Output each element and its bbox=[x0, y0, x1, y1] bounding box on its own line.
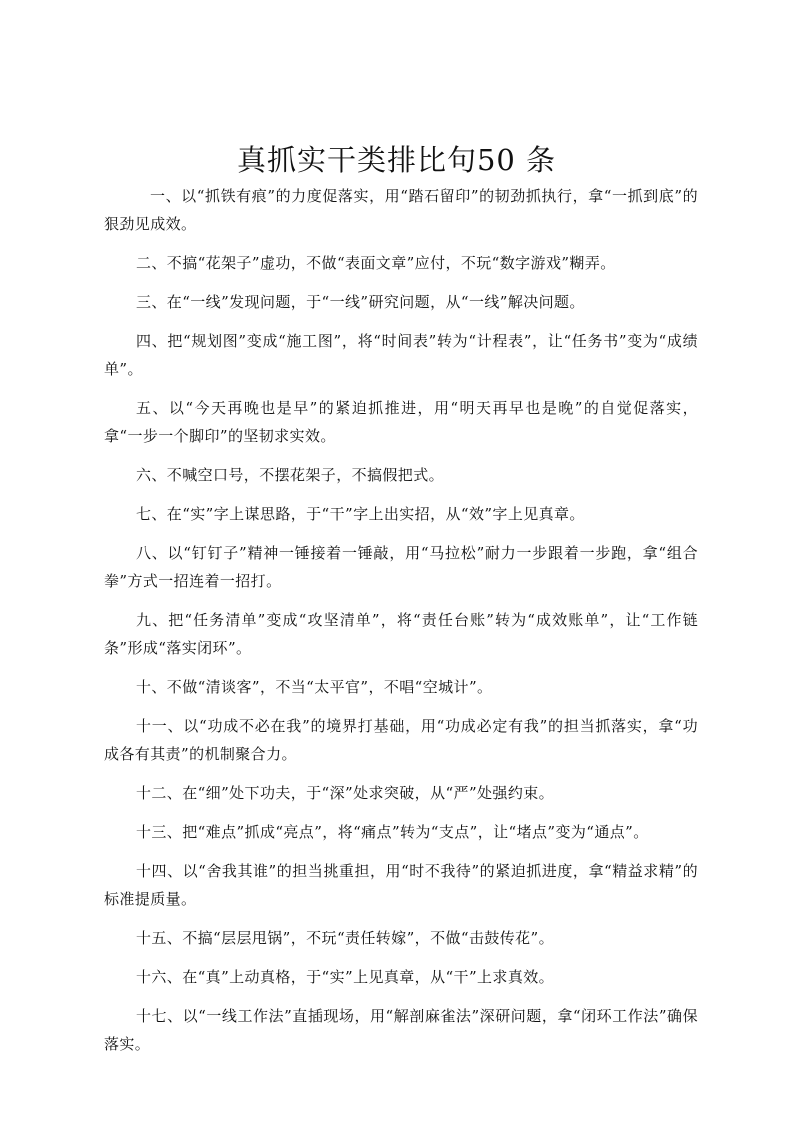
document-body bbox=[104, 182, 698, 1069]
paragraph-15: 十五、不搞“层层甩锅”，不玩“责任转嫁”，不做“击鼓传花”。 bbox=[136, 929, 555, 947]
paragraph-10: 十、不做“清谈客”，不当“太平官”，不唱“空城计”。 bbox=[136, 678, 493, 696]
paragraph-7: 七、在“实”字上谋思路，于“干”字上出实招，从“效”字上见真章。 bbox=[136, 505, 585, 523]
paragraph-13: 十三、把“难点”抓成“亮点”，将“痛点”转为“支点”，让“堵点”变为“通点”。 bbox=[136, 823, 649, 841]
paragraph-9: 九、把“任务清单”变成“攻坚清单”，将“责任台账”转为“成效账单”，让“工作链条”形成“落实闭环”。 bbox=[104, 611, 698, 657]
document-title: 真抓实干类排比句50 条 bbox=[236, 143, 557, 177]
paragraph-11: 十一、以“功成不必在我”的境界打基础，用“功成必定有我”的担当抓落实，拿“功成各有其责”的机制聚合力。 bbox=[104, 717, 698, 763]
paragraph-17: 十七、以“一线工作法”直插现场，用“解剖麻雀法”深研问题，拿“闭环工作法”确保落实。 bbox=[104, 1007, 698, 1053]
paragraph-12: 十二、在“细”处下功夫，于“深”处求突破，从“严”处强约束。 bbox=[136, 784, 555, 802]
paragraph-4: 四、把“规划图”变成“施工图”，将“时间表”转为“计程表”，让“任务书”变为“成绩单”。 bbox=[104, 332, 698, 378]
paragraph-3: 三、在“一线”发现问题，于“一线”研究问题，从“一线”解决问题。 bbox=[136, 293, 585, 311]
paragraph-5: 五、以“今天再晚也是早”的紧迫抓推进，用“明天再早也是晚”的自觉促落实，拿“一步一个脚印”的坚韧求实效。 bbox=[104, 399, 698, 445]
paragraph-8: 八、以“钉钉子”精神一锤接着一锤敲，用“马拉松”耐力一步跟着一步跑，拿“组合拳”方式一招连着一招打。 bbox=[104, 544, 698, 590]
paragraph-14: 十四、以“舍我其谁”的担当挑重担，用“时不我待”的紧迫抓进度，拿“精益求精”的标准提质量。 bbox=[104, 862, 698, 908]
paragraph-1: 一、以“抓铁有痕”的力度促落实，用“踏石留印”的韧劲抓执行，拿“一抓到底”的狠劲见成效。 bbox=[104, 187, 698, 233]
paragraph-2: 二、不搞“花架子”虚功，不做“表面文章”应付，不玩“数字游戏”糊弄。 bbox=[136, 254, 616, 272]
paragraph-16: 十六、在“真”上动真格，于“实”上见真章，从“干”上求真效。 bbox=[136, 968, 555, 986]
paragraph-6: 六、不喊空口号，不摆花架子，不搞假把式。 bbox=[136, 466, 445, 484]
